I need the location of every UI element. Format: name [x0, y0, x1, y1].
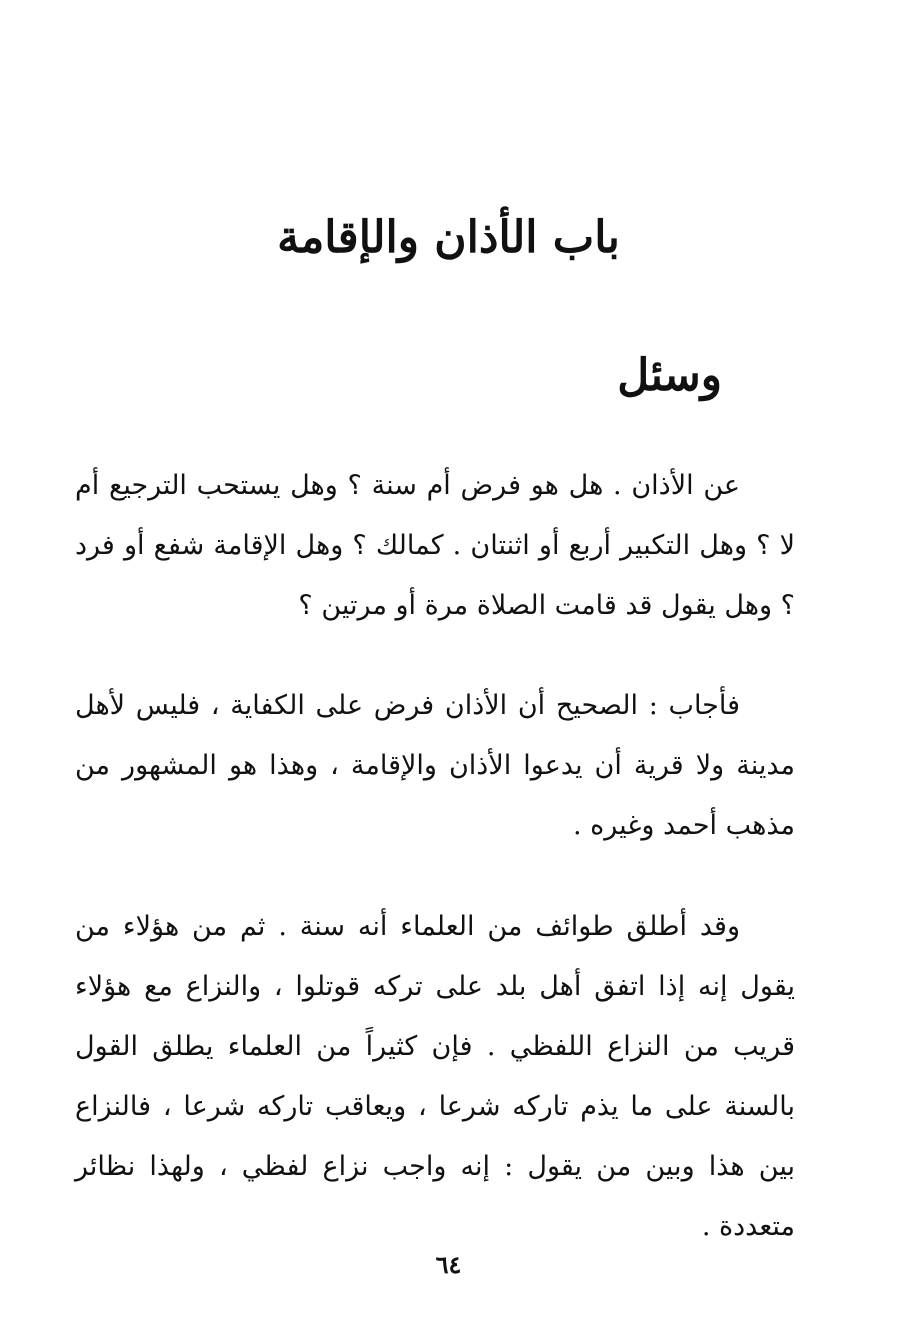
discussion-text: وقد أطلق طوائف من العلماء أنه سنة . ثم من هؤلاء من يقول إنه إذا اتفق أهل بلد على تركه قوتلوا ، والنزاع مع هؤلاء قريب من النزاع اللفظي . فإن كثيراً من العلماء يطلق القول بالسنة على ما يذم تاركه شرعا ، ويعاقب تاركه شرعا ، فالنزاع بين هذا وبين من يقول : إنه واجب نزاع لفظي ، ولهذا نظائر متعددة . — [75, 911, 795, 1242]
answer-text: فأجاب : الصحيح أن الأذان فرض على الكفاية ، فليس لأهل مدينة ولا قرية أن يدعوا الأذان والإقامة ، وهذا هو المشهور من مذهب أحمد وغيره . — [75, 690, 795, 841]
discussion-paragraph — [75, 897, 795, 1257]
page-number: ٦٤ — [435, 1250, 462, 1279]
section-heading: وسئل — [617, 350, 722, 401]
answer-paragraph — [75, 676, 795, 856]
chapter-title: باب الأذان والإقامة — [277, 212, 620, 263]
question-text: عن الأذان . هل هو فرض أم سنة ؟ وهل يستحب الترجيع أم لا ؟ وهل التكبير أربع أو اثنتان . كمالك ؟ وهل الإقامة شفع أو فرد ؟ وهل يقول قد قامت الصلاة مرة أو مرتين ؟ — [75, 470, 795, 621]
question-paragraph — [75, 456, 795, 636]
